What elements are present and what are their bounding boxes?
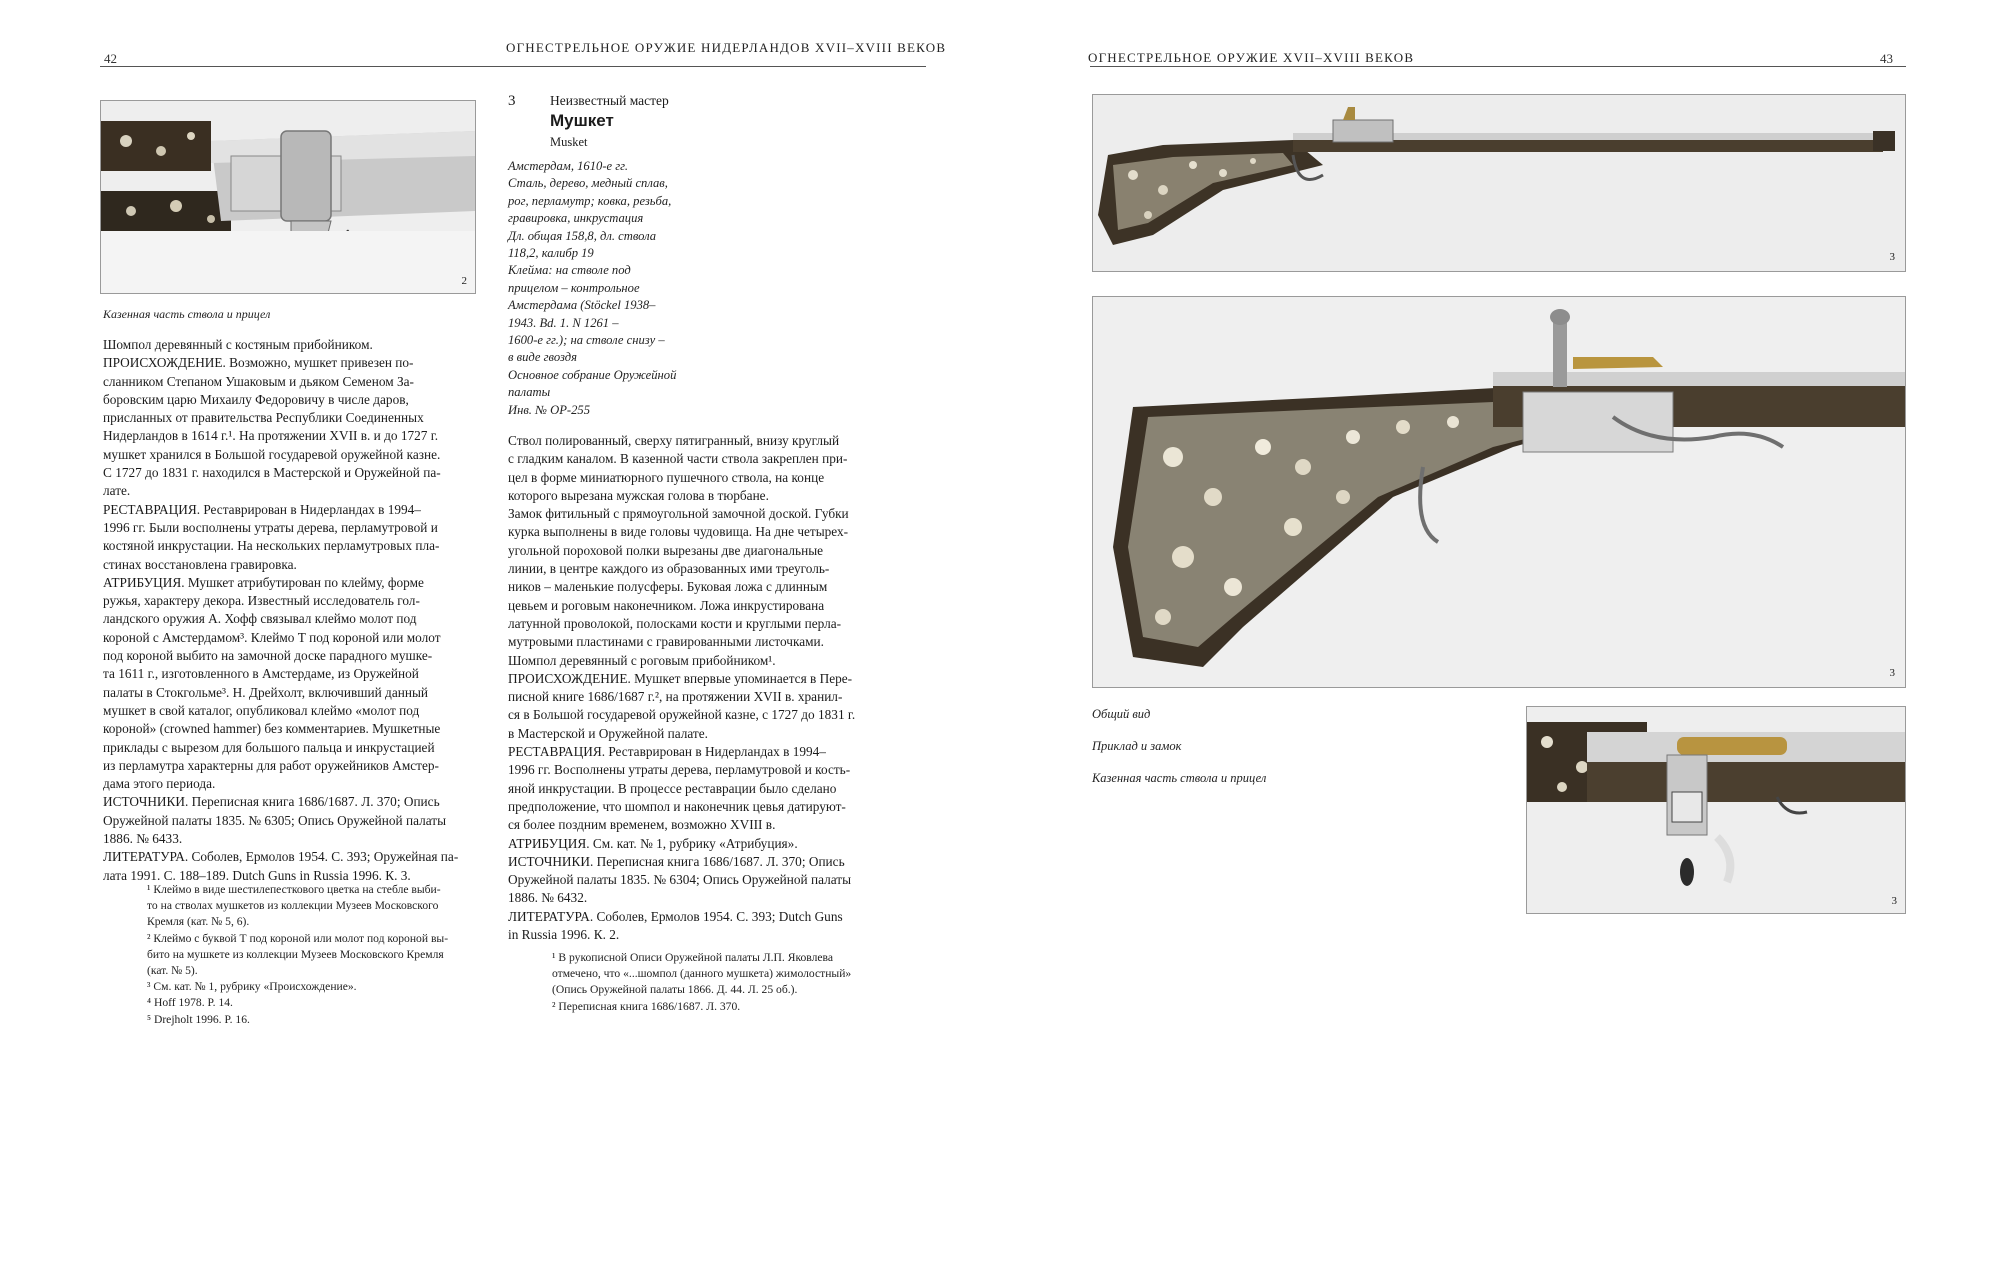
middle-footnote-line: ² Переписная книга 1686/1687. Л. 370.	[552, 999, 741, 1013]
left-body-text	[103, 336, 483, 885]
middle-body-line: цевьем и роговым наконечником. Ложа инкрустирована	[508, 597, 825, 613]
entry-meta	[508, 158, 718, 419]
left-body-line: ИСТОЧНИКИ. Переписная книга 1686/1687. Л. 370; Опись	[103, 794, 440, 810]
entry-meta-line: Амстердама (Stöckel 1938–	[508, 298, 656, 313]
middle-footnote-line: отмечено, что «...шомпол (данного мушкета) жимолостный»	[552, 967, 852, 981]
left-body-line: АТРИБУЦИЯ. Мушкет атрибутирован по клейму, форме	[103, 574, 424, 590]
left-detail-caption: Казенная часть ствола и прицел	[103, 307, 271, 321]
left-body-line: костяной инкрустации. На нескольких перламутровых пла-	[103, 538, 440, 554]
entry-meta-line: гравировка, инкрустация	[508, 211, 644, 226]
right-running-head: ОГНЕСТРЕЛЬНОЕ ОРУЖИЕ XVII–XVIII ВЕКОВ	[1088, 50, 1415, 65]
entry-meta-line: Сталь, дерево, медный сплав,	[508, 176, 668, 191]
entry-subtitle: Musket	[550, 135, 588, 149]
middle-body-line: линии, в центре каждого из образованных ими треуголь-	[508, 561, 830, 577]
middle-body-text	[508, 432, 918, 944]
middle-body-line: ЛИТЕРАТУРА. Соболев, Ермолов 1954. С. 393; Dutch Guns	[508, 908, 843, 924]
left-footnote-line: ⁵ Drejholt 1996. P. 16.	[147, 1012, 250, 1026]
entry-meta-line: Дл. общая 158,8, дл. ствола	[508, 228, 657, 243]
left-body-line: ЛИТЕРАТУРА. Соболев, Ермолов 1954. С. 393; Оружейная па-	[103, 849, 459, 865]
left-body-line: боровским царю Михаилу Федоровичу в числе даров,	[103, 391, 409, 407]
middle-body-line: ся в Большой государевой оружейной казне, с 1727 до 1831 г.	[508, 707, 856, 723]
left-body-line: из перламутра характерны для работ оружейников Амстер-	[103, 757, 439, 773]
middle-body-line: in Russia 1996. К. 2.	[508, 927, 620, 943]
left-body-line: 1996 гг. Были восполнены утраты дерева, перламутровой и	[103, 519, 438, 535]
left-header-rule	[100, 66, 926, 67]
left-body-line: С 1727 до 1831 г. находился в Мастерской и Оружейной па-	[103, 465, 441, 481]
left-body-line: палаты в Стокгольме³. Н. Дрейхолт, включивший данный	[103, 684, 429, 700]
left-footnote-line: ² Клеймо с буквой Т под короной или молот под короной вы-	[147, 931, 449, 945]
middle-body-line: с гладким каналом. В казенной части ствола закреплен при-	[508, 451, 848, 467]
middle-body-line: мутровыми пластинами с гравированными листочками.	[508, 634, 824, 650]
left-body-line: лата 1991. С. 188–189. Dutch Guns in Russia 1996. К. 3.	[103, 867, 411, 883]
left-body-line: ландского оружия А. Хофф связывал клеймо молот под	[103, 611, 417, 627]
left-body-line: Шомпол деревянный с костяным прибойником.	[103, 337, 373, 352]
breech-and-sight-photo	[1526, 706, 1906, 914]
breech-detail-photo	[100, 100, 476, 294]
middle-body-line: ся более поздним временем, возможно XVIII в.	[508, 817, 776, 833]
middle-body-line: предположение, что шомпол и наконечник цевья датируют-	[508, 798, 846, 814]
left-running-head: ОГНЕСТРЕЛЬНОЕ ОРУЖИЕ НИДЕРЛАНДОВ XVII–XVIII ВЕКОВ	[506, 40, 947, 55]
middle-body-line: цел в форме миниатюрного пушечного ствола, на конце	[508, 469, 825, 485]
entry-meta-line: 118,2, калибр 19	[508, 246, 594, 261]
figure-number-2: 2	[461, 275, 467, 287]
left-body-line: та 1611 г., изготовленного в Амстердаме, из Оружейной	[103, 666, 419, 682]
entry-meta-line: Основное собрание Оружейной	[508, 367, 677, 382]
entry-meta-line: рог, перламутр; ковка, резьба,	[508, 193, 672, 208]
middle-body-line: РЕСТАВРАЦИЯ. Реставрирован в Нидерландах в 1994–	[508, 744, 826, 760]
entry-meta-line: Клейма: на стволе под	[508, 263, 631, 278]
left-body-line: мушкет в свой каталог, опубликовал клеймо «молот под	[103, 702, 420, 718]
full-musket-photo	[1092, 94, 1906, 272]
left-footnote-line: ⁴ Hoff 1978. P. 14.	[147, 996, 233, 1010]
left-page-number: 42	[104, 51, 117, 66]
left-body-line: Оружейной палаты 1835. № 6305; Опись Оружейной палаты	[103, 812, 447, 828]
middle-footnote-line: ¹ В рукописной Описи Оружейной палаты Л.П. Яковлева	[552, 951, 834, 964]
left-footnote-line: ³ См. кат. № 1, рубрику «Происхождение».	[147, 980, 357, 994]
middle-body-line: угольной пороховой полки вырезаны две диагональные	[508, 542, 824, 558]
left-footnote-line: (кат. № 5).	[147, 964, 198, 978]
left-body-line: мушкет хранился в Большой государевой оружейной казне.	[103, 446, 441, 462]
right-page-number: 43	[1880, 51, 1893, 66]
middle-body-line: писной книге 1686/1687 г.², на протяжении XVII в. хранил-	[508, 689, 843, 705]
middle-body-line: ПРОИСХОЖДЕНИЕ. Мушкет впервые упоминается в Пере-	[508, 670, 853, 686]
left-footnote-line: Кремля (кат. № 5, 6).	[147, 915, 250, 929]
middle-body-line: 1886. № 6432.	[508, 890, 588, 906]
entry-meta-line: Инв. № ОР-255	[508, 402, 591, 417]
left-body-line: 1886. № 6433.	[103, 831, 183, 847]
stock-and-lock-photo	[1092, 296, 1906, 688]
figure-number-3-stock: 3	[1889, 667, 1895, 679]
left-body-line: лате.	[103, 483, 131, 499]
left-body-line: ружья, характеру декора. Известный исследователь гол-	[103, 593, 420, 609]
middle-body-line: курка выполнены в виде головы чудовища. На дне четырех-	[508, 524, 849, 540]
left-body-line: присланных от правительства Республики Соединенных	[103, 410, 424, 426]
left-footnote-line: бито на мушкете из коллекции Музеев Московского Кремля	[147, 947, 444, 961]
left-body-line: короной» (crowned hammer) без комментариев. Мушкетные	[103, 721, 441, 737]
left-body-line: сланником Степаном Ушаковым и дьяком Семеном За-	[103, 373, 414, 389]
entry-meta-line: 1600-е гг.); на стволе снизу –	[508, 333, 665, 348]
middle-body-line: ников – маленькие полусферы. Буковая ложа с длинным	[508, 579, 828, 595]
left-footnotes	[147, 882, 487, 1028]
middle-body-line: в Мастерской и Оружейной палате.	[508, 725, 708, 741]
left-footnote-line: то на стволах мушкетов из коллекции Музеев Московского	[147, 899, 439, 913]
middle-body-line: Ствол полированный, сверху пятигранный, внизу круглый	[508, 433, 840, 448]
left-body-line: ПРОИСХОЖДЕНИЕ. Возможно, мушкет привезен по-	[103, 355, 414, 371]
figure-number-3-full: 3	[1889, 251, 1895, 263]
left-body-line: РЕСТАВРАЦИЯ. Реставрирован в Нидерландах в 1994–	[103, 501, 421, 517]
middle-body-line: латунной проволокой, полосками кости и круглыми перла-	[508, 615, 842, 631]
caption-general-view: Общий вид	[1092, 707, 1151, 721]
left-footnote-line: ¹ Клеймо в виде шестилепесткового цветка на стебле выби-	[147, 883, 441, 896]
entry-title: Мушкет	[550, 111, 614, 130]
left-body-line: под короной выбито на замочной доске парадного мушке-	[103, 648, 433, 664]
entry-meta-line: Амстердам, 1610-е гг.	[508, 159, 629, 173]
entry-master: Неизвестный мастер	[550, 93, 669, 108]
middle-footnote-line: (Опись Оружейной палаты 1866. Д. 44. Л. 25 об.).	[552, 983, 798, 997]
middle-body-line: Оружейной палаты 1835. № 6304; Опись Оружейной палаты	[508, 872, 852, 888]
middle-body-line: 1996 гг. Восполнены утраты дерева, перламутровой и кость-	[508, 762, 851, 778]
left-body-line: Нидерландов в 1614 г.¹. На протяжении XVII в. и до 1727 г.	[103, 428, 439, 444]
middle-body-line: АТРИБУЦИЯ. См. кат. № 1, рубрику «Атрибуция».	[508, 835, 798, 851]
left-body-line: короной с Амстердамом³. Клеймо Т под короной или молот	[103, 629, 441, 645]
entry-meta-line: в виде гвоздя	[508, 350, 577, 365]
caption-stock-and-lock: Приклад и замок	[1092, 739, 1182, 753]
right-header-rule	[1090, 66, 1906, 67]
middle-body-line: яной инкрустации. В процессе реставрации было сделано	[508, 780, 837, 796]
middle-body-line: ИСТОЧНИКИ. Переписная книга 1686/1687. Л. 370; Опись	[508, 853, 845, 869]
catalog-entry-number: 3	[508, 93, 516, 109]
middle-body-line: которого вырезана мужская голова в тюрбане.	[508, 487, 769, 503]
caption-breech-and-sight: Казенная часть ствола и прицел	[1092, 771, 1267, 785]
middle-body-line: Замок фитильный с прямоугольной замочной доской. Губки	[508, 506, 849, 522]
left-body-line: стинах восстановлена гравировка.	[103, 556, 297, 572]
entry-meta-line: палаты	[508, 385, 551, 400]
left-body-line: приклады с вырезом для большого пальца и инкрустацией	[103, 739, 435, 755]
left-body-line: дама этого периода.	[103, 776, 216, 792]
entry-meta-line: прицелом – контрольное	[508, 280, 640, 295]
middle-footnotes	[552, 950, 922, 1015]
figure-number-3-breech: 3	[1891, 895, 1897, 907]
middle-body-line: Шомпол деревянный с роговым прибойником¹.	[508, 652, 776, 668]
entry-meta-line: 1943. Bd. 1. N 1261 –	[508, 315, 619, 330]
